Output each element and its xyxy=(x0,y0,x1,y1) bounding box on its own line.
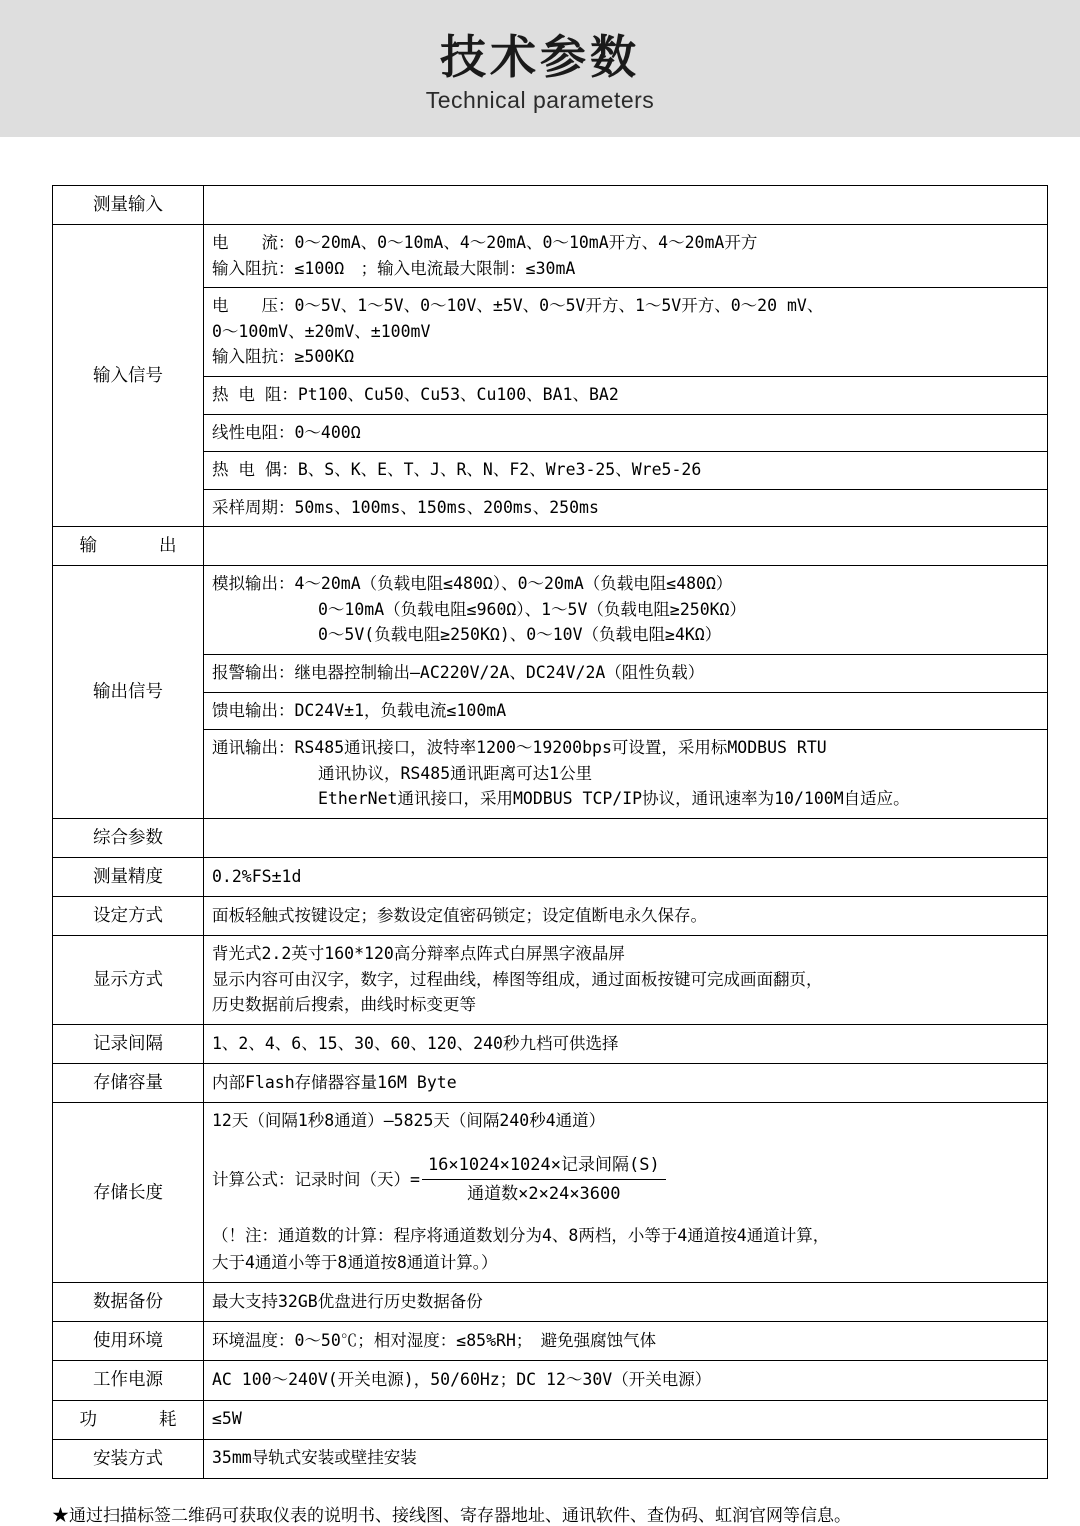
page-header xyxy=(0,0,1080,137)
value-line: 面板轻触式按键设定；参数设定值密码锁定；设定值断电永久保存。 xyxy=(212,905,707,925)
formula-denominator: 通道数×2×24×3600 xyxy=(467,1184,621,1205)
row-value xyxy=(204,225,1048,288)
row-label: 使用环境 xyxy=(53,1322,204,1361)
table-row xyxy=(53,897,1048,936)
page-subtitle: Technical parameters xyxy=(425,87,655,114)
storage-note xyxy=(212,1223,1039,1276)
row-value xyxy=(204,376,1048,414)
note-line: （！注：通道数的计算：程序将通道数划分为4、8两档，小等于4通道按4通道计算， xyxy=(212,1226,830,1246)
row-label: 显示方式 xyxy=(53,936,204,1025)
row-value xyxy=(204,1400,1048,1439)
row-value xyxy=(204,527,1048,566)
spec-table-wrap xyxy=(0,137,1080,1479)
row-value xyxy=(204,1283,1048,1322)
value-line: 输入阻抗：≤100Ω ；输入电流最大限制：≤30mA xyxy=(212,258,576,278)
value-line: AC 100～240V(开关电源)，50/60Hz；DC 12～30V（开关电源） xyxy=(212,1370,712,1390)
row-value xyxy=(204,414,1048,452)
row-label: 测量精度 xyxy=(53,857,204,896)
row-label: 测量输入 xyxy=(53,186,204,225)
table-row xyxy=(53,225,1048,288)
value-line: 0～5V(负载电阻≥250KΩ)、0～10V（负载电阻≥4KΩ） xyxy=(318,625,722,645)
value-line: 0.2%FS±1d xyxy=(212,866,302,886)
table-row xyxy=(53,566,1048,655)
value-line: 采样周期：50ms、100ms、150ms、200ms、250ms xyxy=(212,497,599,517)
formula-fraction xyxy=(422,1152,666,1208)
row-label: 功 耗 xyxy=(53,1400,204,1439)
value-line: 线性电阻：0～400Ω xyxy=(212,422,361,442)
row-value xyxy=(204,1024,1048,1063)
value-line: 0～100mV、±20mV、±100mV xyxy=(212,321,431,341)
row-value xyxy=(204,1439,1048,1478)
row-value xyxy=(204,186,1048,225)
value-line: 模拟输出：4～20mA（负载电阻≤480Ω）、0～20mA（负载电阻≤480Ω） xyxy=(212,574,733,594)
value-line: ≤5W xyxy=(212,1409,242,1429)
row-label: 工作电源 xyxy=(53,1361,204,1400)
row-value xyxy=(204,730,1048,819)
table-row xyxy=(53,1283,1048,1322)
row-value xyxy=(204,897,1048,936)
row-value xyxy=(204,1322,1048,1361)
row-label: 综合参数 xyxy=(53,818,204,857)
value-line: 12天（间隔1秒8通道）—5825天（间隔240秒4通道） xyxy=(212,1111,606,1131)
footer-note: ★通过扫描标签二维码可获取仪表的说明书、接线图、寄存器地址、通讯软件、查伪码、虹润官网等信息。 xyxy=(52,1505,851,1525)
value-line: 显示内容可由汉字，数字，过程曲线，棒图等组成，通过面板按键可完成画面翻页， xyxy=(212,969,823,989)
value-line: 通讯协议，RS485通讯距离可达1公里 xyxy=(318,763,593,783)
row-value xyxy=(204,1103,1048,1283)
value-line: EtherNet通讯接口，采用MODBUS TCP/IP协议，通讯速率为10/100M自适应。 xyxy=(318,789,910,809)
row-label: 设定方式 xyxy=(53,897,204,936)
row-value xyxy=(204,936,1048,1025)
note-line: 大于4通道小等于8通道按8通道计算。） xyxy=(212,1252,498,1272)
spec-table xyxy=(52,185,1048,1479)
table-row xyxy=(53,936,1048,1025)
row-label: 输出信号 xyxy=(53,566,204,819)
table-row xyxy=(53,1064,1048,1103)
table-row xyxy=(53,1322,1048,1361)
page-title: 技术参数 xyxy=(440,30,640,83)
value-line: 背光式2.2英寸160*120高分辩率点阵式白屏黑字液晶屏 xyxy=(212,944,625,964)
table-row xyxy=(53,857,1048,896)
row-value xyxy=(204,288,1048,377)
value-line: 热 电 阻：Pt100、Cu50、Cu53、Cu100、BA1、BA2 xyxy=(212,384,619,404)
table-row xyxy=(53,1439,1048,1478)
table-row xyxy=(53,818,1048,857)
table-row xyxy=(53,186,1048,225)
value-line: 通讯输出：RS485通讯接口，波特率1200～19200bps可设置，采用标MODBUS RTU xyxy=(212,738,827,758)
row-value xyxy=(204,692,1048,730)
formula-label: 计算公式：记录时间（天）= xyxy=(212,1169,420,1189)
value-line: 电 压：0～5V、1～5V、0～10V、±5V、0～5V开方、1～5V开方、0～20 mV、 xyxy=(212,296,824,316)
value-line: 最大支持32GB优盘进行历史数据备份 xyxy=(212,1291,483,1311)
table-row xyxy=(53,1400,1048,1439)
value-line: 历史数据前后搜索，曲线时标变更等 xyxy=(212,995,476,1015)
row-value xyxy=(204,857,1048,896)
row-value xyxy=(204,566,1048,655)
value-line: 输入阻抗：≥500KΩ xyxy=(212,347,355,367)
row-value xyxy=(204,452,1048,490)
value-line: 内部Flash存储器容量16M Byte xyxy=(212,1072,457,1092)
value-line: 电 流：0～20mA、0～10mA、4～20mA、0～10mA开方、4～20mA开方 xyxy=(212,233,758,253)
row-value xyxy=(204,655,1048,693)
table-row xyxy=(53,1024,1048,1063)
value-line: 馈电输出：DC24V±1，负载电流≤100mA xyxy=(212,700,507,720)
spec-table-body xyxy=(53,186,1048,1479)
row-value xyxy=(204,1361,1048,1400)
storage-formula xyxy=(212,1152,1039,1208)
value-line: 0～10mA（负载电阻≤960Ω）、1～5V（负载电阻≥250KΩ） xyxy=(318,599,746,619)
row-value xyxy=(204,1064,1048,1103)
table-row xyxy=(53,1361,1048,1400)
row-label: 输入信号 xyxy=(53,225,204,527)
row-label: 记录间隔 xyxy=(53,1024,204,1063)
row-label: 数据备份 xyxy=(53,1283,204,1322)
row-value xyxy=(204,818,1048,857)
value-line: 热 电 偶：B、S、K、E、T、J、R、N、F2、Wre3-25、Wre5-26 xyxy=(212,460,702,480)
row-label: 存储容量 xyxy=(53,1064,204,1103)
row-label: 安装方式 xyxy=(53,1439,204,1478)
value-line: 35mm导轨式安装或壁挂安装 xyxy=(212,1448,417,1468)
value-line: 环境温度：0～50℃；相对湿度：≤85%RH； 避免强腐蚀气体 xyxy=(212,1331,657,1351)
table-row xyxy=(53,527,1048,566)
value-line: 1、2、4、6、15、30、60、120、240秒九档可供选择 xyxy=(212,1033,619,1053)
table-row xyxy=(53,1103,1048,1283)
row-label: 存储长度 xyxy=(53,1103,204,1283)
page-footer xyxy=(0,1479,1080,1526)
row-value xyxy=(204,489,1048,527)
value-line: 报警输出：继电器控制输出—AC220V/2A、DC24V/2A（阻性负载） xyxy=(212,663,705,682)
row-label: 输 出 xyxy=(53,527,204,566)
formula-numerator: 16×1024×1024×记录间隔(S) xyxy=(422,1152,666,1180)
